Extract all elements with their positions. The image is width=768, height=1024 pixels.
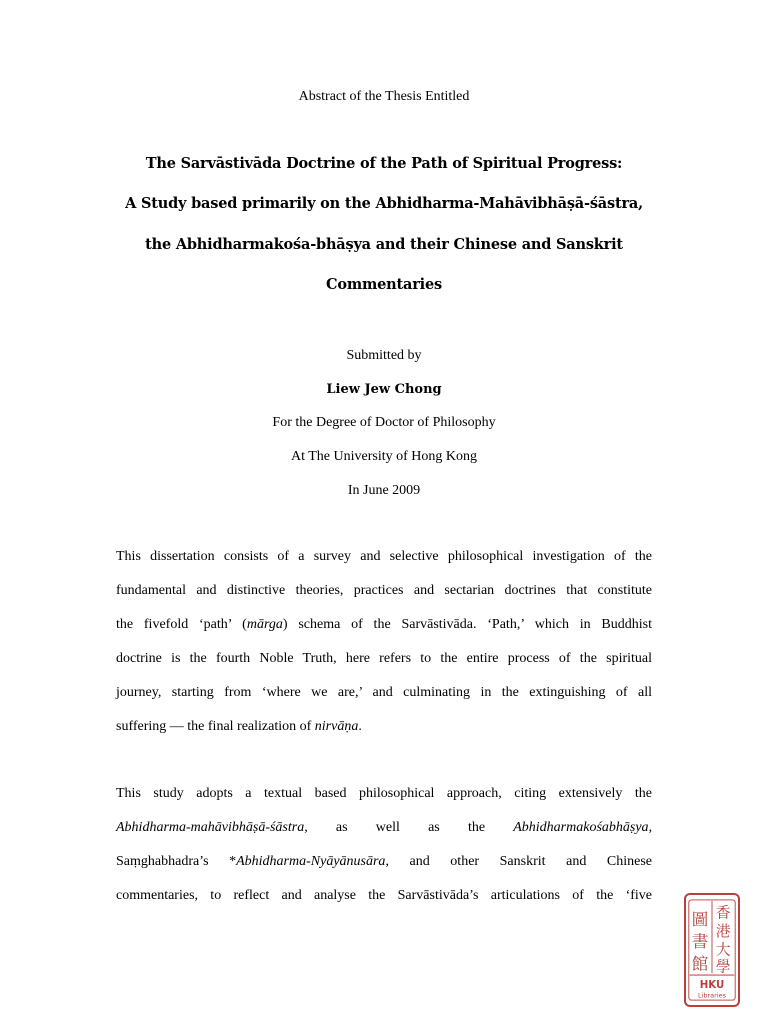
text-title-nyayanusara: Abhidharma-Nyāyānusāra bbox=[236, 854, 386, 869]
seal-char: 館 bbox=[691, 953, 709, 974]
seal-char: 圖 bbox=[691, 908, 709, 929]
date-line: In June 2009 bbox=[347, 483, 421, 498]
seal-hku: HKU bbox=[699, 980, 725, 992]
library-seal-stamp bbox=[684, 893, 740, 1007]
seal-libraries: Libraries bbox=[697, 991, 727, 1000]
seal-icon bbox=[686, 895, 738, 1005]
paragraph-line: the fivefold ‘path’ (mārga) schema of the Sarvāstivāda. ‘Path,’ which in Buddhist bbox=[116, 617, 652, 632]
title-line-1: The Sarvāstivāda Doctrine of the Path of Spiritual Progress: bbox=[145, 155, 623, 172]
paragraph-line: This dissertation consists of a survey and selective philosophical investigation of the bbox=[116, 549, 652, 564]
paragraph-line: fundamental and distinctive theories, practices and sectarian doctrines that constitute bbox=[116, 583, 652, 598]
paragraph-line: commentaries, to reflect and analyse the Sarvāstivāda’s articulations of the ‘five bbox=[116, 888, 652, 903]
abstract-heading: Abstract of the Thesis Entitled bbox=[298, 89, 470, 104]
seal-char: 香 bbox=[715, 903, 731, 922]
degree-line: For the Degree of Doctor of Philosophy bbox=[272, 415, 496, 430]
seal-char: 書 bbox=[691, 931, 709, 952]
university-line: At The University of Hong Kong bbox=[291, 449, 477, 464]
author-name: Liew Jew Chong bbox=[326, 382, 442, 397]
seal-char: 學 bbox=[715, 957, 731, 976]
text-title-kosabhasya: Abhidharmakośabhāṣya bbox=[513, 820, 649, 835]
paragraph-line: journey, starting from ‘where we are,’ and culminating in the extinguishing of all bbox=[116, 685, 652, 700]
title-line-2: A Study based primarily on the Abhidharma-Mahāvibhāṣā-śāstra, bbox=[125, 195, 643, 212]
title-line-4: Commentaries bbox=[326, 276, 442, 293]
seal-char: 港 bbox=[715, 922, 731, 941]
abstract-paragraph-2 bbox=[116, 786, 652, 922]
paragraph-line: Abhidharma-mahāvibhāṣā-śāstra, as well as the Abhidharmakośabhāṣya, bbox=[116, 820, 653, 835]
abstract-paragraph-1 bbox=[116, 549, 652, 753]
submitted-by: Submitted by bbox=[346, 348, 422, 363]
paragraph-line: This study adopts a textual based philosophical approach, citing extensively the bbox=[116, 786, 652, 801]
paragraph-line: doctrine is the fourth Noble Truth, here refers to the entire process of the spiritual bbox=[116, 651, 652, 666]
term-nirvana: nirvāṇa bbox=[314, 719, 359, 734]
paragraph-line: suffering — the final realization of nirvāṇa. bbox=[116, 719, 362, 734]
term-marga: mārga bbox=[246, 617, 283, 632]
paragraph-line: Saṃghabhadra’s *Abhidharma-Nyāyānusāra, and other Sanskrit and Chinese bbox=[116, 854, 653, 869]
text-title-mahavibhasa: Abhidharma-mahāvibhāṣā-śāstra bbox=[116, 820, 305, 835]
title-line-3: the Abhidharmakośa-bhāṣya and their Chinese and Sanskrit bbox=[145, 236, 623, 253]
seal-char: 大 bbox=[715, 940, 731, 959]
